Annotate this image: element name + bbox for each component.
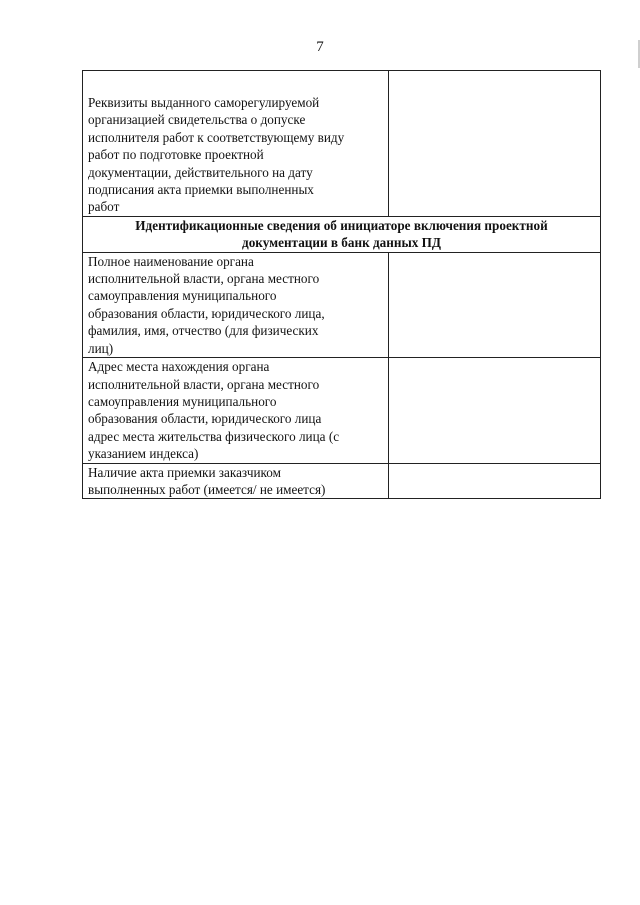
label-line: адрес места жительства физического лица (с	[88, 428, 340, 444]
table-row-initiator-name	[83, 252, 601, 357]
initiator-address-label	[83, 358, 389, 463]
initiator-address-value	[389, 358, 601, 463]
initiator-name-value	[389, 252, 601, 357]
acceptance-act-label	[83, 463, 389, 499]
sro-certificate-label	[83, 71, 389, 217]
label-line: подписания акта приемки выполненных	[88, 182, 314, 198]
section-heading-line: Идентификационные сведения об инициаторе включения проектной	[135, 217, 548, 233]
table-row-initiator-address	[83, 358, 601, 463]
label-line: работ	[88, 199, 120, 215]
label-line: работ по подготовке проектной	[88, 147, 264, 163]
section-heading-row	[83, 216, 601, 252]
label-line: образования области, юридического лица	[88, 411, 322, 427]
label-line: Адрес места нахождения органа	[88, 359, 270, 375]
label-line: исполнителя работ к соответствующему виду	[88, 129, 345, 145]
table-row-acceptance-act	[83, 463, 601, 499]
label-line: лиц)	[88, 340, 114, 356]
label-line: Реквизиты выданного саморегулируемой	[88, 95, 320, 110]
label-line: указанием индекса)	[88, 446, 199, 462]
sro-certificate-value	[389, 71, 601, 217]
label-line: выполненных работ (имеется/ не имеется)	[88, 481, 326, 497]
section-heading	[83, 216, 601, 252]
label-line: Полное наименование органа	[88, 253, 254, 269]
label-line: самоуправления муниципального	[88, 393, 277, 409]
initiator-name-label	[83, 252, 389, 357]
label-line: самоуправления муниципального	[88, 288, 277, 304]
section-heading-line: документации в банк данных ПД	[242, 235, 441, 251]
label-line: документации, действительного на дату	[88, 164, 313, 180]
label-line: исполнительной власти, органа местного	[88, 376, 320, 392]
label-line: Наличие акта приемки заказчиком	[88, 464, 281, 480]
label-line: образования области, юридического лица,	[88, 305, 325, 321]
page-number: 7	[316, 39, 324, 55]
label-line: исполнительной власти, органа местного	[88, 271, 320, 287]
requisites-table	[82, 70, 601, 499]
label-line: фамилия, имя, отчество (для физических	[88, 323, 319, 339]
label-line: организацией свидетельства о допуске	[88, 112, 306, 128]
table-row-sro-certificate	[83, 71, 601, 217]
acceptance-act-value	[389, 463, 601, 499]
